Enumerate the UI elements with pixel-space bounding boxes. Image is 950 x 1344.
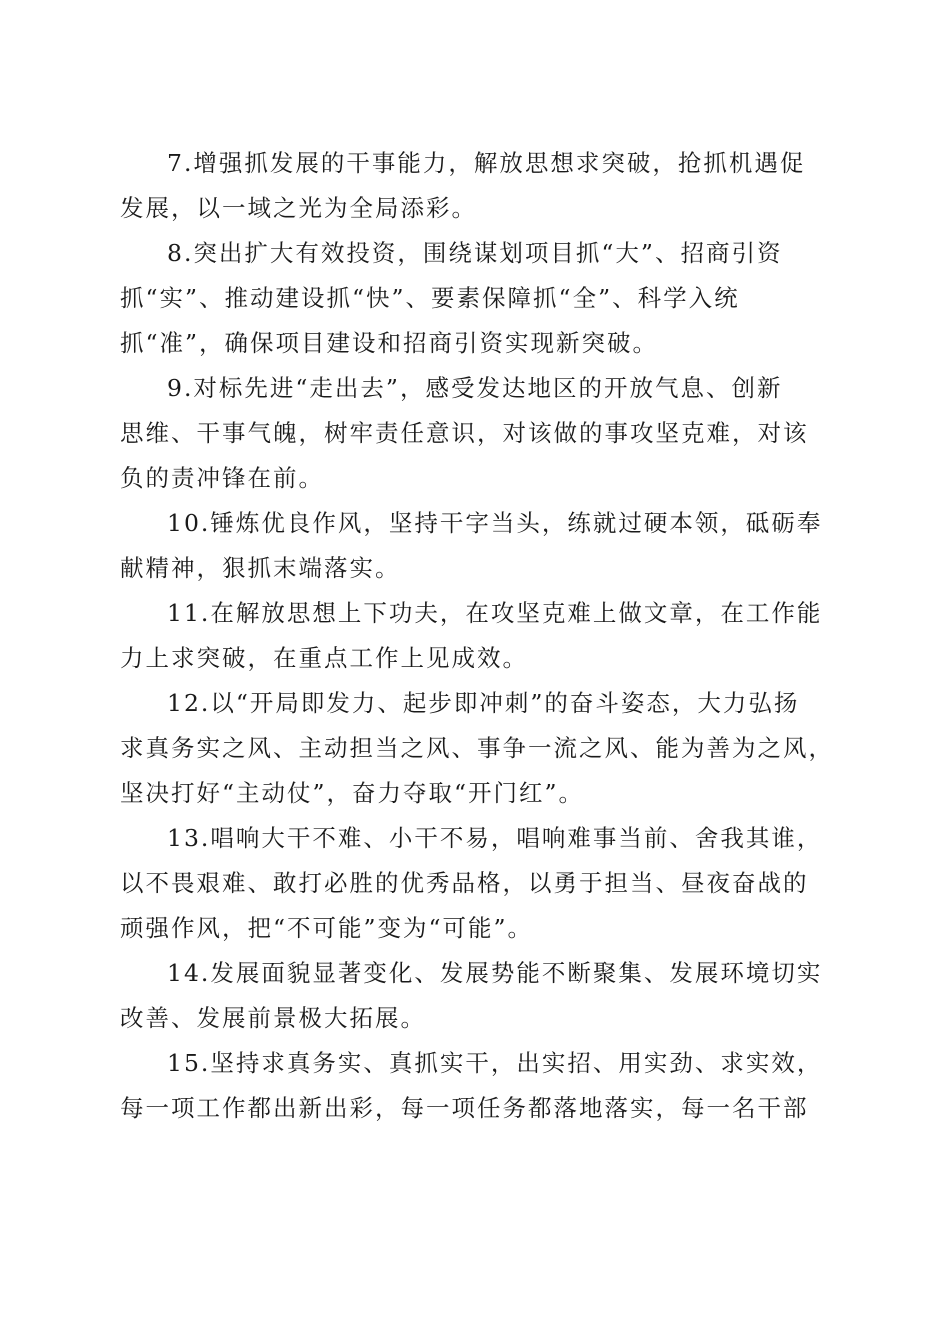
paragraph-line: 每一项工作都出新出彩，每一项任务都落地落实，每一名干部 — [120, 1094, 809, 1122]
paragraph-line: 力上求突破，在重点工作上见成效。 — [120, 644, 528, 672]
paragraph-line: 11.在解放思想上下功夫，在攻坚克难上做文章，在工作能 — [167, 599, 823, 627]
paragraph-line: 抓“准”，确保项目建设和招商引资实现新突破。 — [120, 329, 659, 357]
paragraph-line: 8.突出扩大有效投资，围绕谋划项目抓“大”、招商引资 — [167, 239, 783, 267]
paragraph-line: 15.坚持求真务实、真抓实干，出实招、用实劲、求实效， — [167, 1049, 823, 1077]
paragraph-line: 13.唱响大干不难、小干不易，唱响难事当前、舍我其谁， — [167, 824, 823, 852]
paragraph-10 — [120, 501, 832, 591]
paragraph-13 — [120, 816, 832, 951]
paragraph-line: 10.锤炼优良作风，坚持干字当头，练就过硬本领，砥砺奉 — [167, 509, 823, 537]
paragraph-line: 献精神，狠抓末端落实。 — [120, 554, 401, 582]
paragraph-12 — [120, 681, 832, 816]
paragraph-line: 改善、发展前景极大拓展。 — [120, 1004, 426, 1032]
paragraph-line: 负的责冲锋在前。 — [120, 464, 324, 492]
paragraph-11 — [120, 591, 832, 681]
paragraph-line: 思维、干事气魄，树牢责任意识，对该做的事攻坚克难，对该 — [120, 419, 809, 447]
paragraph-line: 顽强作风，把“不可能”变为“可能”。 — [120, 914, 534, 942]
paragraph-line: 抓“实”、推动建设抓“快”、要素保障抓“全”、科学入统 — [120, 284, 740, 312]
paragraph-line: 9.对标先进“走出去”，感受发达地区的开放气息、创新 — [167, 374, 783, 402]
paragraph-line: 12.以“开局即发力、起步即冲刺”的奋斗姿态，大力弘扬 — [167, 689, 800, 717]
paragraph-15 — [120, 1041, 832, 1131]
paragraph-7 — [120, 141, 832, 231]
paragraph-8 — [120, 231, 832, 366]
paragraph-line: 求真务实之风、主动担当之风、事争一流之风、能为善为之风， — [120, 734, 834, 762]
document-body — [120, 141, 832, 1131]
paragraph-line: 发展，以一域之光为全局添彩。 — [120, 194, 477, 222]
paragraph-line: 7.增强抓发展的干事能力，解放思想求突破，抢抓机遇促 — [167, 149, 806, 177]
paragraph-14 — [120, 951, 832, 1041]
paragraph-line: 坚决打好“主动仗”，奋力夺取“开门红”。 — [120, 779, 585, 807]
paragraph-line: 14.发展面貌显著变化、发展势能不断聚集、发展环境切实 — [167, 959, 823, 987]
paragraph-line: 以不畏艰难、敢打必胜的优秀品格，以勇于担当、昼夜奋战的 — [120, 869, 809, 897]
paragraph-9 — [120, 366, 832, 501]
